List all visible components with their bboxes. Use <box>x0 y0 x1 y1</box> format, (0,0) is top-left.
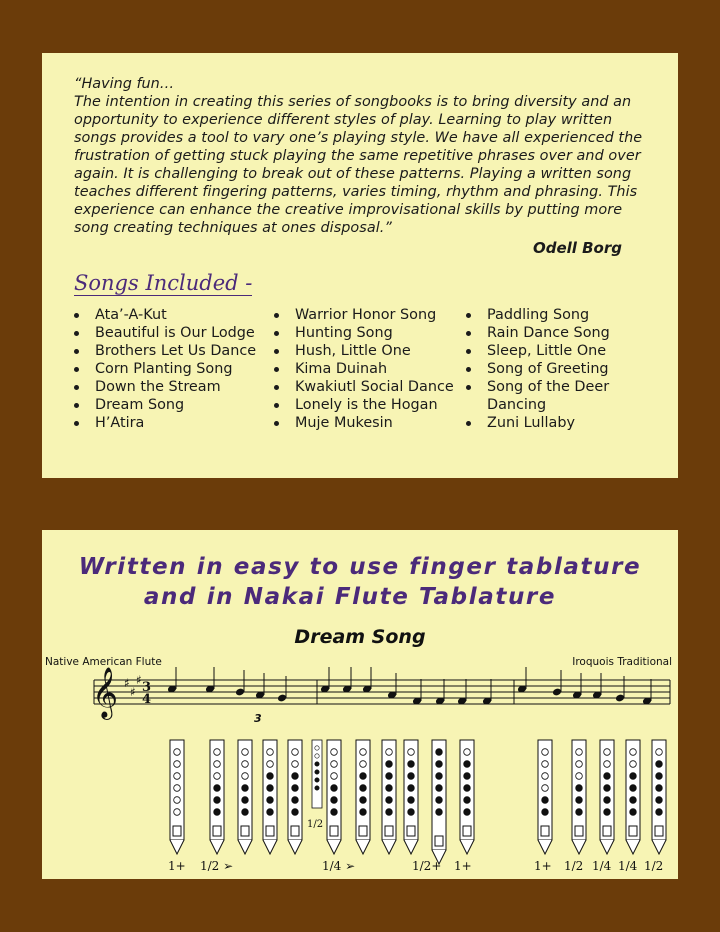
small-flute-diagram <box>312 740 322 808</box>
fingering-label: 1+ <box>168 859 186 873</box>
open-hole <box>174 761 181 768</box>
flute-fingering-diagram <box>210 740 224 854</box>
flute-mouthpiece <box>460 840 474 854</box>
closed-hole <box>267 785 274 792</box>
song-title: Sleep, Little One <box>487 343 607 359</box>
treble-clef-icon: 𝄞 <box>92 667 119 718</box>
flute-fingering-diagram <box>327 740 341 854</box>
origin-label: Iroquois Traditional <box>572 656 672 668</box>
triplet-marker: 3 <box>254 712 262 725</box>
closed-hole <box>242 785 249 792</box>
closed-hole <box>464 797 471 804</box>
closed-hole <box>630 773 637 780</box>
song-list-item <box>466 414 617 432</box>
closed-hole <box>331 785 338 792</box>
closed-hole <box>214 809 221 816</box>
bullet-icon <box>74 385 79 390</box>
flute-fingering-diagram <box>572 740 586 854</box>
closed-hole <box>408 797 415 804</box>
closed-hole <box>331 797 338 804</box>
sheet-music-staff <box>42 530 678 879</box>
open-hole <box>315 754 319 758</box>
open-hole <box>267 749 274 756</box>
closed-hole <box>267 797 274 804</box>
closed-hole <box>436 749 443 756</box>
closed-hole <box>360 773 367 780</box>
flute-fingering-diagram <box>538 740 552 854</box>
open-hole <box>630 761 637 768</box>
song-title: Down the Stream <box>95 379 221 395</box>
closed-hole <box>656 785 663 792</box>
closed-hole <box>630 797 637 804</box>
closed-hole <box>267 773 274 780</box>
closed-hole <box>436 785 443 792</box>
closed-hole <box>242 797 249 804</box>
closed-hole <box>604 797 611 804</box>
flute-fingering-diagram <box>288 740 302 854</box>
closed-hole <box>436 797 443 804</box>
open-hole <box>542 773 549 780</box>
song-list-item <box>466 342 617 360</box>
open-hole <box>174 773 181 780</box>
open-hole <box>292 749 299 756</box>
closed-hole <box>436 761 443 768</box>
time-signature-bottom: 4 <box>142 692 152 707</box>
closed-hole <box>315 762 319 766</box>
sharp-icon: ♯ <box>124 676 130 690</box>
closed-hole <box>360 785 367 792</box>
closed-hole <box>386 785 393 792</box>
open-hole <box>542 749 549 756</box>
flute-mouthpiece <box>572 840 586 854</box>
flute-fingering-diagram <box>356 740 370 854</box>
bullet-icon <box>274 331 279 336</box>
flute-mouthpiece <box>626 840 640 854</box>
open-hole <box>242 773 249 780</box>
fingering-label: 1/2 <box>564 859 584 873</box>
flute-fingering-diagram <box>652 740 666 854</box>
song-list <box>74 306 648 436</box>
instrument-label: Native American Flute <box>45 656 162 668</box>
fingering-label: 1/2 ➢ <box>200 859 234 873</box>
song-title: Corn Planting Song <box>95 361 233 377</box>
closed-hole <box>436 773 443 780</box>
fingering-label: 1/4 <box>618 859 638 873</box>
closed-hole <box>604 785 611 792</box>
song-title: Hush, Little One <box>295 343 411 359</box>
song-list-item <box>466 324 617 342</box>
song-list-item <box>274 306 454 324</box>
song-title: Lonely is the Hogan <box>295 397 438 413</box>
bullet-icon <box>74 349 79 354</box>
song-list-item <box>274 324 454 342</box>
open-hole <box>174 797 181 804</box>
fingering-label: 1+ <box>454 859 472 873</box>
song-title: Zuni Lullaby <box>487 415 576 431</box>
closed-hole <box>386 797 393 804</box>
open-hole <box>214 761 221 768</box>
sharp-icon: ♯ <box>136 673 142 687</box>
song-title: Beautiful is Our Lodge <box>95 325 255 341</box>
open-hole <box>242 749 249 756</box>
song-list-item <box>274 378 454 396</box>
song-title: Song of the Deer Dancing <box>487 379 610 413</box>
fingering-label: 1/4 <box>592 859 612 873</box>
flute-mouthpiece <box>210 840 224 854</box>
closed-hole <box>604 809 611 816</box>
fingering-label: 1+ <box>534 859 552 873</box>
bullet-icon <box>466 367 471 372</box>
flute-fingering-diagram <box>404 740 418 854</box>
flute-fingering-diagram <box>460 740 474 854</box>
closed-hole <box>360 809 367 816</box>
closed-hole <box>408 809 415 816</box>
flute-body <box>432 740 446 850</box>
flute-fingering-diagram <box>600 740 614 854</box>
closed-hole <box>360 797 367 804</box>
closed-hole <box>436 809 443 816</box>
song-title: Brothers Let Us Dance <box>95 343 257 359</box>
bullet-icon <box>466 421 471 426</box>
song-title: Ata’-A-Kut <box>95 307 167 323</box>
bullet-icon <box>74 313 79 318</box>
flute-fingering-diagram <box>382 740 396 854</box>
bullet-icon <box>466 349 471 354</box>
closed-hole <box>267 809 274 816</box>
song-list-item <box>274 396 454 414</box>
bullet-icon <box>274 421 279 426</box>
flute-fingering-diagram <box>432 740 446 864</box>
closed-hole <box>386 809 393 816</box>
bullet-icon <box>466 331 471 336</box>
time-signature-top: 3 <box>142 680 152 695</box>
quote-author: Odell Borg <box>532 239 622 257</box>
closed-hole <box>386 773 393 780</box>
closed-hole <box>386 761 393 768</box>
flute-mouthpiece <box>404 840 418 854</box>
open-hole <box>292 761 299 768</box>
bullet-icon <box>74 421 79 426</box>
song-title: Song of Greeting <box>487 361 609 377</box>
closed-hole <box>315 778 319 782</box>
closed-hole <box>576 797 583 804</box>
closed-hole <box>630 809 637 816</box>
song-list-item <box>74 414 256 432</box>
fingering-label: 1/2+ <box>412 859 442 873</box>
flute-fingering-diagram <box>170 740 184 854</box>
closed-hole <box>292 785 299 792</box>
piece-title: Dream Song <box>294 626 426 648</box>
open-hole <box>331 773 338 780</box>
bullet-icon <box>274 367 279 372</box>
song-list-item <box>466 360 617 378</box>
open-hole <box>214 773 221 780</box>
closed-hole <box>408 785 415 792</box>
open-hole <box>542 761 549 768</box>
open-hole <box>656 749 663 756</box>
open-hole <box>360 761 367 768</box>
song-list-item <box>74 360 256 378</box>
closed-hole <box>576 785 583 792</box>
open-hole <box>604 761 611 768</box>
bullet-icon <box>274 403 279 408</box>
open-hole <box>576 773 583 780</box>
closed-hole <box>315 770 319 774</box>
open-hole <box>464 749 471 756</box>
closed-hole <box>214 797 221 804</box>
song-list-item <box>74 396 256 414</box>
song-list-item <box>274 360 454 378</box>
tablature-panel <box>42 530 678 879</box>
bullet-icon <box>466 313 471 318</box>
closed-hole <box>656 773 663 780</box>
song-list-item <box>74 306 256 324</box>
song-list-item <box>74 342 256 360</box>
flute-fingering-diagram <box>626 740 640 854</box>
flute-fingering-diagram <box>238 740 252 854</box>
songs-heading: Songs Included - <box>74 271 253 295</box>
bullet-icon <box>74 367 79 372</box>
open-hole <box>242 761 249 768</box>
open-hole <box>331 749 338 756</box>
open-hole <box>576 749 583 756</box>
song-list-item <box>74 324 256 342</box>
bullet-icon <box>274 313 279 318</box>
closed-hole <box>331 809 338 816</box>
closed-hole <box>464 761 471 768</box>
closed-hole <box>656 761 663 768</box>
song-title: Hunting Song <box>295 325 393 341</box>
closed-hole <box>214 785 221 792</box>
song-list-item <box>74 378 256 396</box>
closed-hole <box>604 773 611 780</box>
closed-hole <box>576 809 583 816</box>
flute-mouthpiece <box>652 840 666 854</box>
closed-hole <box>464 809 471 816</box>
flute-fingering-diagram <box>263 740 277 854</box>
closed-hole <box>630 785 637 792</box>
bullet-icon <box>274 385 279 390</box>
song-list-item <box>274 342 454 360</box>
closed-hole <box>408 761 415 768</box>
open-hole <box>214 749 221 756</box>
intro-panel <box>42 53 678 478</box>
flute-mouthpiece <box>263 840 277 854</box>
closed-hole <box>656 809 663 816</box>
closed-hole <box>292 797 299 804</box>
flute-mouthpiece <box>238 840 252 854</box>
flute-mouthpiece <box>538 840 552 854</box>
song-title: Rain Dance Song <box>487 325 610 341</box>
flute-mouthpiece <box>170 840 184 854</box>
open-hole <box>542 785 549 792</box>
open-hole <box>267 761 274 768</box>
bullet-icon <box>466 385 471 390</box>
open-hole <box>408 749 415 756</box>
closed-hole <box>464 773 471 780</box>
song-list-item <box>466 378 617 414</box>
open-hole <box>174 749 181 756</box>
closed-hole <box>656 797 663 804</box>
open-hole <box>604 749 611 756</box>
sharp-icon: ♯ <box>130 685 136 699</box>
tablature-title-line-2: and in Nakai Flute Tablature <box>143 584 557 610</box>
song-column-2 <box>274 306 454 432</box>
closed-hole <box>542 797 549 804</box>
fingering-label: 1/2 <box>644 859 664 873</box>
song-title: Paddling Song <box>487 307 590 323</box>
song-title: Muje Mukesin <box>295 415 393 431</box>
open-hole <box>576 761 583 768</box>
fingering-label: 1/4 ➢ <box>322 859 356 873</box>
flute-mouthpiece <box>327 840 341 854</box>
flute-mouthpiece <box>288 840 302 854</box>
closed-hole <box>315 786 319 790</box>
quote-body: The intention in creating this series of songbooks is to bring diversity and an opportunity to experience different styles of play. Learning to play written songs provides a tool to vary one’s playing style. We have all experienced the frustration of getting stuck playing the same repetitive phrases over and over again. It is challenging to break out of these patterns. Playing a written song teaches different fingering patterns, varies timing, rhythm and phrasing. This experience can enhance the creative improvisational skills by putting more song creating techniques at ones disposal.” <box>74 94 643 236</box>
song-list-item <box>274 414 454 432</box>
open-hole <box>386 749 393 756</box>
flute-mouthpiece <box>356 840 370 854</box>
song-list-item <box>466 306 617 324</box>
open-hole <box>315 746 319 750</box>
closed-hole <box>292 773 299 780</box>
song-title: Kwakiutl Social Dance <box>295 379 454 395</box>
closed-hole <box>242 809 249 816</box>
closed-hole <box>542 809 549 816</box>
open-hole <box>331 761 338 768</box>
tablature-title-line-1: Written in easy to use finger tablature <box>78 554 642 580</box>
flute-mouthpiece <box>382 840 396 854</box>
song-column-1 <box>74 306 256 432</box>
bullet-icon <box>74 403 79 408</box>
song-title: Dream Song <box>95 397 185 413</box>
closed-hole <box>408 773 415 780</box>
song-title: H’Atira <box>95 415 145 431</box>
song-title: Warrior Honor Song <box>295 307 437 323</box>
closed-hole <box>292 809 299 816</box>
open-hole <box>630 749 637 756</box>
bullet-icon <box>274 349 279 354</box>
open-hole <box>360 749 367 756</box>
small-flute-label: 1/2 <box>307 819 324 830</box>
open-hole <box>174 785 181 792</box>
quote-heading: “Having fun… <box>74 76 175 92</box>
closed-hole <box>464 785 471 792</box>
flute-mouthpiece <box>600 840 614 854</box>
bullet-icon <box>74 331 79 336</box>
song-title: Kima Duinah <box>295 361 388 377</box>
open-hole <box>174 809 181 816</box>
song-column-3 <box>466 306 617 432</box>
